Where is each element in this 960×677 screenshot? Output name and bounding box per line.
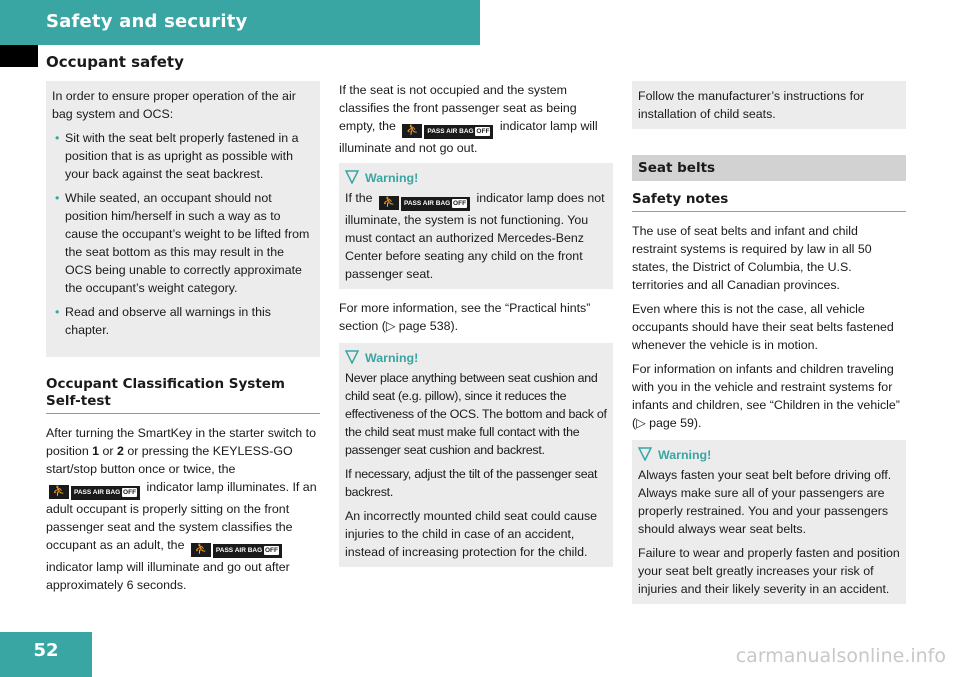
bullet-icon: • xyxy=(55,131,60,145)
bullet-icon: • xyxy=(55,191,60,205)
paragraph: The use of seat belts and infant and child restraint systems is required by law in all 50 states, the District of Columbia, the U.S. territories and all Canadian provinces. xyxy=(632,224,872,292)
info-bullet-list xyxy=(52,129,314,339)
pass-air-bag-off-lamp-icon: ⛹ PASS AIR BAG OFF xyxy=(191,539,282,558)
column-1 xyxy=(46,81,320,600)
paragraph: Even where this is not the case, all vehicle occupants should have their seat belts fastened whenever the vehicle is in motion. xyxy=(632,302,894,352)
warning-text: Never place anything between seat cushion and child seat (e.g. pillow), since it reduces the effectiveness of the OCS. The bottom and back of the child seat must make full contact with the passenger seat cushion and backrest. xyxy=(345,371,607,457)
warning-text: Failure to wear and properly fasten and position your seat belt greatly increases your risk of injuries and their likely severity in an accident. xyxy=(638,546,900,596)
column-3 xyxy=(632,81,906,604)
info-box xyxy=(46,81,320,357)
seat-empty-paragraph: If the seat is not occupied and the system classifies the front passenger seat as being empty, the ⛹ PASS AIR BAG OFF indicator lamp will illuminate and not go out. xyxy=(339,83,598,155)
pass-air-bag-off-lamp-icon: ⛹ PASS AIR BAG OFF xyxy=(379,192,470,211)
pass-air-bag-off-lamp-icon: ⛹ PASS AIR BAG OFF xyxy=(49,481,140,500)
warning-text: Always fasten your seat belt before driving off. Always make sure all of your passengers are properly restrained. You and your passengers should always wear seat belts. xyxy=(638,468,892,536)
ocs-self-test-paragraph: After turning the SmartKey in the starter switch to position 1 or 2 or pressing the KEYLESS-GO start/stop button once or twice, the ⛹ PASS AIR BAG OFF indicator lamp illuminates. If an adult occupant is properly sitting on the front passenger seat and the system classifies the occupant as an adult, the ⛹ PASS AIR BAG OFF indicator lamp will illuminate and go out after approximately 6 seconds. xyxy=(46,426,317,592)
watermark: carmanualsonline.info xyxy=(735,645,946,667)
list-item: • While seated, an occupant should not position him/herself in such a way as to cause the occupant’s weight to be lifted from the seat bottom as this may result in the OCS being unable to correctly approximate the occupant’s weight category. xyxy=(55,191,310,295)
ocs-self-test-heading: Occupant Classification System Self-test xyxy=(46,376,320,414)
info-intro: In order to ensure proper operation of the air bag system and OCS: xyxy=(52,89,296,121)
warning-triangle-icon xyxy=(638,447,652,461)
warning-title: Warning! xyxy=(345,169,607,187)
warning-title: Warning! xyxy=(638,446,900,464)
practical-hints-paragraph: For more information, see the “Practical hints” section (▷ page 538). xyxy=(339,301,591,333)
warning-text: An incorrectly mounted child seat could cause injuries to the child in case of an accident, instead of increasing protection for the child. xyxy=(345,509,598,559)
child-seat-install-note: Follow the manufacturer’s instructions for installation of child seats. xyxy=(638,89,865,121)
list-item: • Read and observe all warnings in this chapter. xyxy=(55,305,271,337)
seat-belts-heading: Seat belts xyxy=(632,155,906,181)
section-title: Occupant safety xyxy=(46,53,184,71)
warning-box xyxy=(339,343,613,567)
paragraph: For information on infants and children traveling with you in the vehicle and restraint systems for infants and children, see “Children in the vehicle” (▷ page 59). xyxy=(632,362,900,430)
warning-box xyxy=(632,440,906,604)
warning-title: Warning! xyxy=(345,349,607,367)
safety-notes-heading: Safety notes xyxy=(632,191,906,212)
page-number: 52 xyxy=(33,640,59,661)
pass-air-bag-off-lamp-icon: ⛹ PASS AIR BAG OFF xyxy=(402,120,493,139)
column-2 xyxy=(339,81,613,567)
chapter-title: Safety and security xyxy=(46,11,248,32)
warning-triangle-icon xyxy=(345,350,359,364)
bullet-icon: • xyxy=(55,305,60,319)
warning-text: If necessary, adjust the tilt of the passenger seat backrest. xyxy=(345,467,598,499)
warning-text: If the ⛹ PASS AIR BAG OFF indicator lamp does not illuminate, the system is not functioning. You must contact an authorized Mercedes-Benz Center before seating any child on the front passenger seat. xyxy=(345,191,605,281)
section-marker xyxy=(0,45,38,67)
list-item: • Sit with the seat belt properly fastened in a position that is as upright as possible with your back against the seat backrest. xyxy=(55,131,299,181)
warning-box xyxy=(339,163,613,289)
warning-triangle-icon xyxy=(345,170,359,184)
info-box xyxy=(632,81,906,129)
